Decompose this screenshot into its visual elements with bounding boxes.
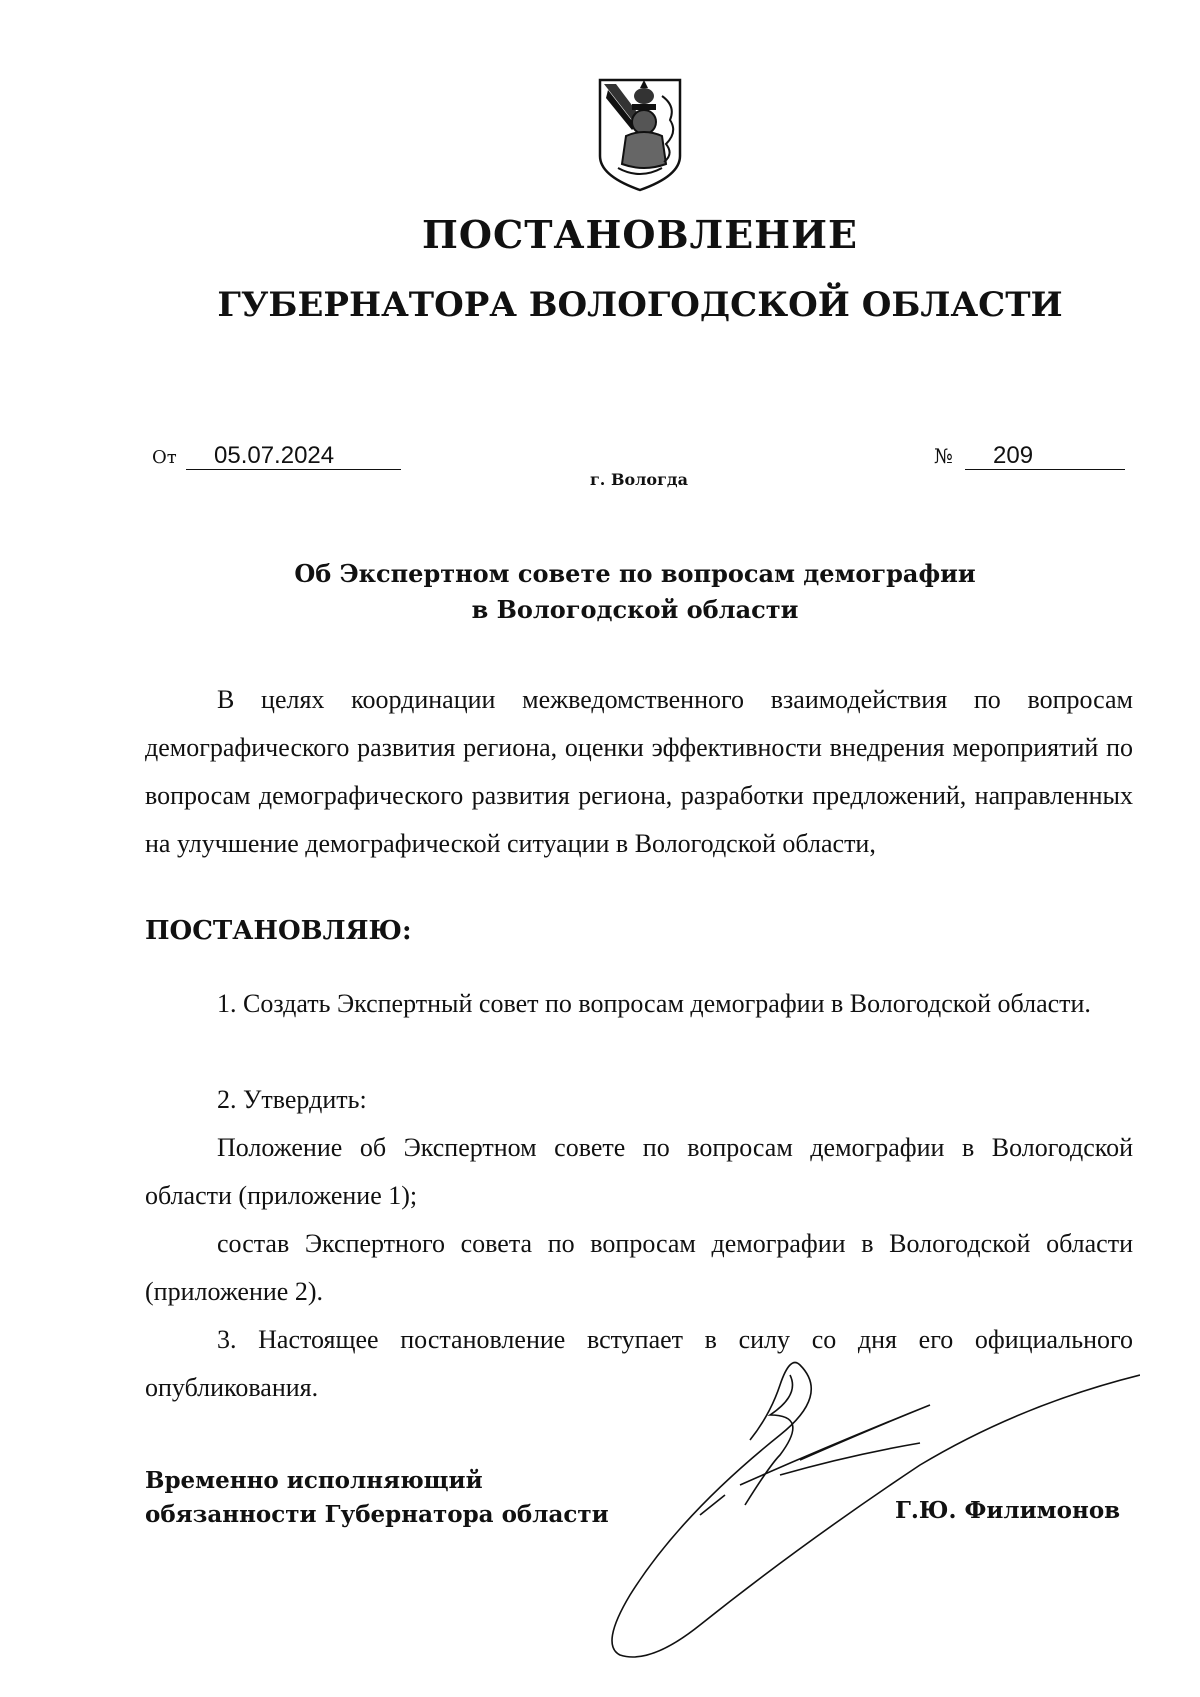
subject-line-2: в Вологодской области xyxy=(471,595,799,624)
city-label: г. Вологда xyxy=(590,470,688,489)
item-1-paragraph: 1. Создать Экспертный совет по вопросам демографии в Вологодской области. xyxy=(217,989,1091,1018)
coat-of-arms-icon xyxy=(596,76,684,194)
number-label: № xyxy=(934,444,953,468)
subject-line-1: Об Экспертном совете по вопросам демографии xyxy=(294,559,976,588)
document-type-title: ПОСТАНОВЛЕНИЕ xyxy=(422,212,858,257)
signatory-position-line-1: Временно исполняющий xyxy=(145,1467,483,1494)
item-3-paragraph: 3. Настоящее постановление вступает в силу со дня его официального опубликования. xyxy=(145,1325,1133,1402)
document-subject xyxy=(0,556,1200,628)
date-field xyxy=(186,442,401,470)
preamble-paragraph: В целях координации межведомственного взаимодействия по вопросам демографического развития региона, оценки эффективности внедрения мероприятий по вопросам демографического развития региона, разработки предложений, направленных на улучшение демографической ситуации в Вологодской области, xyxy=(145,685,1133,858)
date-value: 05.07.2024 xyxy=(214,442,335,469)
date-label: От xyxy=(152,447,177,468)
signatory-name: Г.Ю. Филимонов xyxy=(895,1497,1121,1524)
item-2a-paragraph: Положение об Экспертном совете по вопросам демографии в Вологодской области (приложение 1); xyxy=(145,1133,1133,1210)
handwritten-signature-icon xyxy=(500,1325,1140,1685)
item-2b-paragraph: состав Экспертного совета по вопросам демографии в Вологодской области (приложение 2). xyxy=(145,1229,1133,1306)
resolve-heading: ПОСТАНОВЛЯЮ: xyxy=(145,916,412,946)
item-2-paragraph: 2. Утвердить: xyxy=(217,1085,367,1114)
number-field xyxy=(965,442,1125,470)
signatory-position-line-2: обязанности Губернатора области xyxy=(145,1501,609,1528)
issuing-authority-title: ГУБЕРНАТОРА ВОЛОГОДСКОЙ ОБЛАСТИ xyxy=(217,285,1063,325)
number-value: 209 xyxy=(993,442,1034,469)
